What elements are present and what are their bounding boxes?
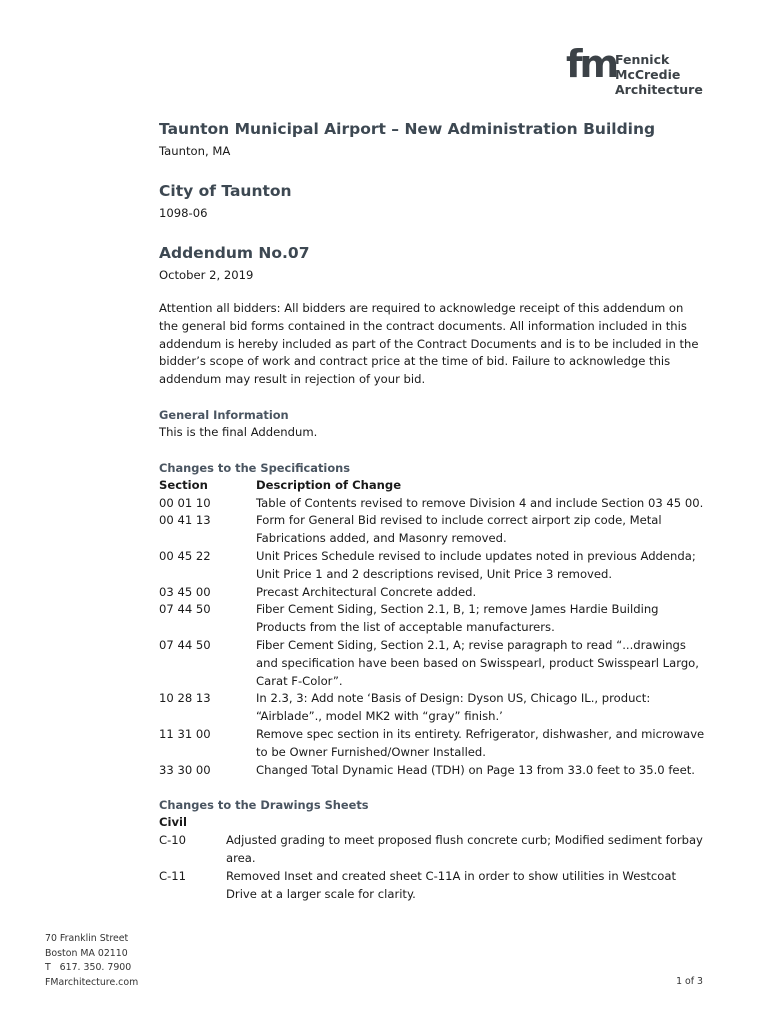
table-row	[159, 601, 709, 637]
table-row	[159, 495, 709, 513]
document-body	[159, 118, 709, 903]
spec-section-number: 33 30 00	[159, 762, 211, 777]
drawing-discipline: Civil	[159, 815, 187, 830]
logo-line-2: McCredie	[615, 67, 681, 82]
general-info-text: This is the final Addendum.	[159, 424, 318, 439]
sheet-description: Adjusted grading to meet proposed flush concrete curb; Modified sediment forbay area.	[226, 833, 703, 865]
table-row	[159, 832, 709, 868]
company-logo	[566, 44, 716, 100]
spec-section-number: 03 45 00	[159, 584, 211, 599]
table-row	[159, 762, 709, 780]
footer-address	[45, 932, 138, 990]
footer-city: Boston MA 02110	[45, 947, 128, 959]
spec-section-number: 11 31 00	[159, 726, 211, 741]
spec-description: In 2.3, 3: Add note ‘Basis of Design: Dyson US, Chicago IL., product: “Airblade”., model MK2 with “gray” finish.’	[256, 691, 651, 724]
addendum-title: Addendum No.07	[159, 244, 310, 262]
sheet-number: C-11	[159, 868, 187, 883]
spec-section-number: 10 28 13	[159, 691, 211, 706]
general-info-heading: General Information	[159, 407, 289, 422]
table-row	[159, 548, 709, 584]
spec-description: Table of Contents revised to remove Division 4 and include Section 03 45 00.	[256, 495, 704, 510]
spec-description: Changed Total Dynamic Head (TDH) on Page 13 from 33.0 feet to 35.0 feet.	[256, 762, 695, 777]
spec-table	[159, 495, 709, 780]
spec-section-number: 00 45 22	[159, 548, 211, 563]
spec-description: Precast Architectural Concrete added.	[256, 584, 477, 599]
sheet-number: C-10	[159, 833, 187, 848]
table-row	[159, 726, 709, 762]
spec-section-number: 07 44 50	[159, 637, 211, 652]
client-number: 1098-06	[159, 206, 208, 220]
spec-description: Fiber Cement Siding, Section 2.1, A; revise paragraph to read “...drawings and specification have been based on Swisspearl, product Swisspearl Largo, Carat F-Color”.	[256, 637, 699, 688]
project-location: Taunton, MA	[159, 144, 231, 158]
sheet-description: Removed Inset and created sheet C-11A in order to show utilities in Westcoat Drive at a larger scale for clarity.	[226, 868, 677, 901]
spec-col-description: Description of Change	[256, 477, 402, 492]
fm-logo-mark-icon	[566, 42, 617, 86]
table-row	[159, 584, 709, 602]
spec-description: Form for General Bid revised to include correct airport zip code, Metal Fabrications added, and Masonry removed.	[256, 513, 662, 546]
drawing-table	[159, 832, 709, 903]
drawing-changes-heading: Changes to the Drawings Sheets	[159, 798, 369, 813]
table-row	[159, 637, 709, 690]
table-row	[159, 690, 709, 726]
spec-col-section: Section	[159, 477, 208, 492]
project-title: Taunton Municipal Airport – New Administration Building	[159, 120, 656, 138]
svg-text:fm: fm	[566, 42, 617, 86]
page-number: 1 of 3	[676, 976, 703, 987]
logo-wordmark	[615, 52, 703, 97]
spec-description: Fiber Cement Siding, Section 2.1, B, 1; remove James Hardie Building Products from the list of acceptable manufacturers.	[256, 602, 659, 635]
spec-changes-heading: Changes to the Specifications	[159, 460, 351, 475]
addendum-date: October 2, 2019	[159, 268, 254, 282]
footer-website: FMarchitecture.com	[45, 976, 139, 988]
spec-section-number: 00 01 10	[159, 495, 211, 510]
logo-line-3: Architecture	[615, 82, 703, 97]
table-row	[159, 868, 709, 904]
client-name: City of Taunton	[159, 182, 292, 200]
spec-table-header	[159, 477, 709, 495]
table-row	[159, 512, 709, 548]
spec-description: Remove spec section in its entirety. Refrigerator, dishwasher, and microwave to be Owner Furnished/Owner Installed.	[256, 726, 705, 759]
footer-street: 70 Franklin Street	[45, 933, 129, 944]
intro-paragraph: Attention all bidders: All bidders are required to acknowledge receipt of this addendum on the general bid forms contained in the contract documents. All information included in this addendum is hereby included as part of the Contract Documents and is to be included in the bidder’s scope of work and contract price at the time of bid. Failure to acknowledge this addendum may result in rejection of your bid.	[159, 301, 699, 387]
footer-phone: T 617. 350. 7900	[45, 962, 132, 973]
logo-line-1: Fennick	[615, 52, 670, 67]
spec-section-number: 07 44 50	[159, 602, 211, 617]
spec-description: Unit Prices Schedule revised to include updates noted in previous Addenda; Unit Price 1 and 2 descriptions revised, Unit Price 3 removed.	[256, 548, 696, 581]
spec-section-number: 00 41 13	[159, 513, 211, 528]
